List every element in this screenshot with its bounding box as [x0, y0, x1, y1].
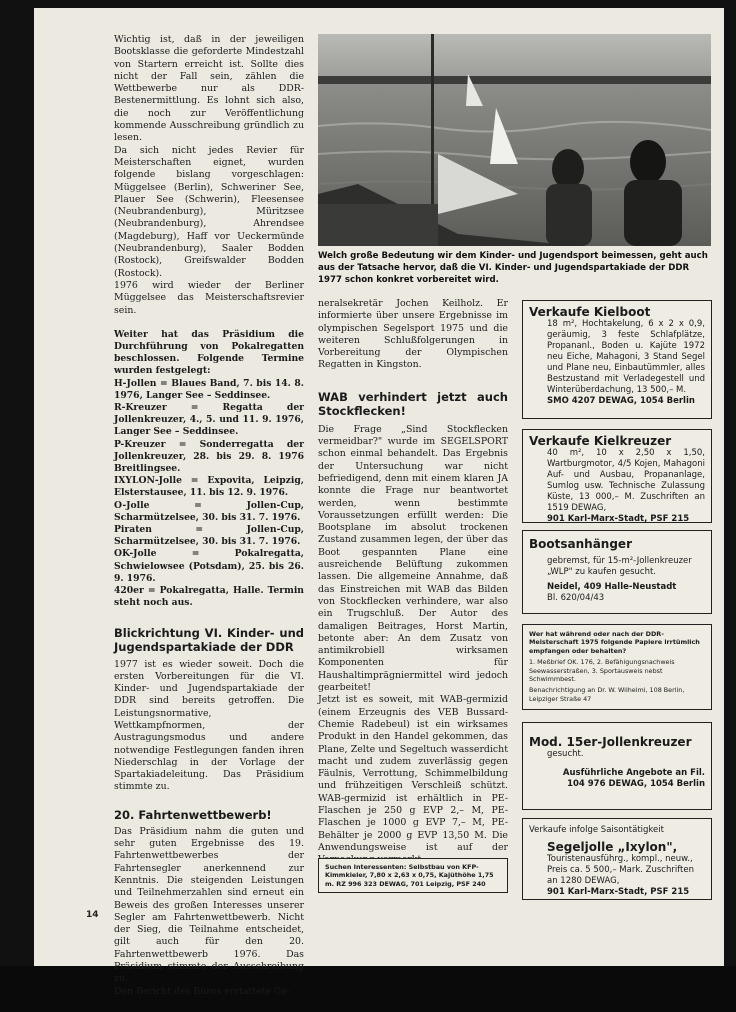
ad-kielkreuzer: [522, 429, 712, 523]
prize-item: OK-Jolle = Pokalregatta, Schwielowsee (Potsdam), 25. bis 26. 9. 1976.: [114, 548, 304, 584]
section-text-tail: Den Bericht des Büros erstattete Ge-: [114, 985, 291, 997]
prize-item: O-Jolle = Jollen-Cup, Scharmützelsee, 30. bis 31. 7. 1976.: [114, 499, 304, 523]
ad-papiere-title: Wer hat während oder nach der DDR-Meisterschaft 1975 folgende Papiere irrtümlich empfangen oder behalten?: [529, 630, 700, 655]
prize-item: R-Kreuzer = Regatta der Jollenkreuzer, 4., 5. und 11. 9. 1976, Langer See – Seddinsee.: [114, 402, 304, 438]
section-heading-spartakiade: Blickrichtung VI. Kinder- und Jugendspartakiade der DDR: [114, 625, 304, 654]
continuation-paragraph: neralsekretär Jochen Keilholz. Er informierte über unsere Ergebnisse im olympischen Segelsport 1975 und die weiteren Schlußfolgerungen in Vorbereitung der Olympischen Regatten in Kingston.: [318, 298, 508, 371]
prize-list: [114, 378, 304, 610]
ad-bootsanhaenger-extra: Bl. 620/04/43: [547, 593, 605, 603]
prize-intro: Weiter hat das Präsidium die Durchführung von Pokalregatten beschlossen. Folgende Termine wurden festgelegt:: [114, 328, 304, 377]
ad-segeljolle-body: Touristenausführg., kompl., neuw., Preis ca. 5 500,– Mark. Zuschriften an 1280 DEWAG,: [547, 854, 694, 886]
prize-item: P-Kreuzer = Sonderregatta der Jollenkreuzer, 28. bis 29. 8. 1976 Breitlingsee.: [114, 438, 304, 475]
ad-segeljolle-pretitle: Verkaufe infolge Saisontätigkeit: [529, 825, 664, 835]
ad-jollenkreuzer-extra: Ausführliche Angebote an Fil. 104 976 DEWAG, 1054 Berlin: [562, 768, 705, 789]
scan-border: [0, 966, 736, 1012]
ad-segeljolle-title: Segeljolle „Ixylon",: [547, 840, 678, 854]
photo-caption: Welch große Bedeutung wir dem Kinder- und Jugendsport beimessen, geht auch aus der Tatsache hervor, daß die VI. Kinder- und Jugendspartakiade der DDR 1977 schon konkret vorbereitet wird.: [318, 251, 708, 285]
ad-kielkreuzer-contact: 901 Karl-Marx-Stadt, PSF 215: [547, 514, 690, 524]
wab-text-2: Jetzt ist es soweit, mit WAB-germizid (einem Erzeugnis des VEB Bussard-Chemie Radebeul) ist ein wirksames Produkt in den Handel gekommen, das Plane, Zelte und Segeltuch wasserdicht macht und zudem zuverlässig gegen Fäulnis, Verrottung, Schimmelbildung und frühzeitigen Verschleiß schützt. WAB-germizid ist erhältlich in PE-Flaschen je 250 g EVP 2,– M, PE-Flaschen je 1000 g EVP 7,– M, PE-Behälter je 2000 g EVP 13,50 M. Die Anwendungsweise ist auf der: [318, 694, 508, 853]
ad-papiere-body: 1. Meßbrief OK. 176, 2. Befähigungsnachweis Seewasserstraßen, 3. Sportausweis nebst Schwimmbest.: [529, 658, 675, 684]
revier-paragraph: Da sich nicht jedes Revier für Meisterschaften eignet, wurden folgende bislang vorgeschlagen: Müggelsee (Berlin), Schweriner See, Plauer See (Schwerin), Fleesensee (Neubrandenburg), Müritzsee (Neubrandenburg), Ahrendsee (Magdeburg), Haff vor Ueckermünde (Neubrandenburg), Saaler Bodden (Rostock), Greifswalder Bodden (Rostock).: [114, 144, 304, 279]
small-ad-box: [318, 858, 508, 893]
sailing-photo: [318, 34, 711, 246]
section-text-fahrtenwettbewerb: Das Präsidium nahm die guten und sehr guten Ergebnisse des 19. Fahrtenwettbewerbes der Fahrtensegler anerkennend zur Kenntnis. Die steigenden Leistungen und Teilnehmerzahlen sind erneut ein Beweis des großen Interesses unserer Segler am Fahrtenwettbewerb. Nicht der Sieg, die Teilnahme entscheidet, gilt auch für den 20. Fahrtenwettbewerb 1976. Das Präsidium stimmte der Ausschreibung zu.: [114, 825, 304, 985]
wab-heading: WAB verhindert jetzt auch Stockflecken!: [318, 389, 508, 418]
ad-jollenkreuzer-body: gesucht.: [547, 749, 584, 759]
ad-kielboot-title: Verkaufe Kielboot: [529, 305, 651, 319]
ad-bootsanhaenger-body: gebremst, für 15-m²-Jollenkreuzer „WLP" zu kaufen gesucht.: [547, 556, 692, 577]
ad-papiere-contact: Benachrichtigung an Dr. W. Wilhelmi, 108 Berlin, Leipziger Straße 47: [529, 686, 685, 703]
sailing-photo-image: [318, 34, 711, 246]
ad-kielkreuzer-title: Verkaufe Kielkreuzer: [529, 434, 672, 448]
ad-kielkreuzer-body: 40 m², 10 x 2,50 x 1,50, Wartburgmotor, 4/5 Kojen, Mahagoni Auf- und Ausbau, Propananlage, Sumlog usw. Technische Zulassung Küste, 13 000,– M. Zuschriften an 1519 DEWAG,: [547, 448, 705, 513]
prize-item: 420er = Pokalregatta, Halle. Termin steht noch aus.: [114, 585, 304, 609]
small-ad-text: Suchen Interessenten: Selbstbau von KFP-Kimmkieler, 7,80 x 2,63 x 0,75, Kajüthöhe 1,75 m. RZ 996 323 DEWAG, 701 Leipzig, PSF 240: [325, 863, 494, 888]
ad-jollenkreuzer-title: Mod. 15er-Jollenkreuzer: [529, 735, 692, 749]
section-heading-fahrtenwettbewerb: 20. Fahrtenwettbewerb!: [114, 807, 272, 822]
ad-bootsanhaenger-title: Bootsanhänger: [529, 537, 632, 551]
prize-item: IXYLON-Jolle = Expovita, Leipzig, Elsterstausee, 11. bis 12. 9. 1976.: [114, 475, 304, 499]
intro-paragraph: Wichtig ist, daß in der jeweiligen Bootsklasse die geforderte Mindestzahl von Startern erreicht ist. Sollte dies nicht der Fall sein, zählen die Wettbewerbe nur als DDR-Bestenermittlung. Es lohnt sich also, die noch zur Veröffentlichung kommende Ausschreibung gründlich zu lesen.: [114, 34, 304, 144]
middle-column: [318, 298, 508, 866]
ad-bootsanhaenger-contact: Neidel, 409 Halle-Neustadt: [547, 582, 677, 592]
ad-kielboot: [522, 300, 712, 419]
ad-bootsanhaenger: [522, 530, 712, 614]
ad-jollenkreuzer: [522, 722, 712, 810]
section-text-spartakiade: 1977 ist es wieder soweit. Doch die ersten Vorbereitungen für die VI. Kinder- und Jugendspartakiade der DDR sind bereits getroffen. Die Leistungsnormative, Wettkampfnormen, der Austragungsmodus und andere notwendige Festlegungen fanden ihren Niederschlag in der Vorlage der Spartakiadeleitung. Das Präsidium stimmte zu.: [114, 658, 304, 793]
ad-papiere: [522, 624, 712, 710]
berlin-paragraph: 1976 wird wieder der Berliner Müggelsee das Meisterschaftsrevier sein.: [114, 279, 304, 316]
ad-segeljolle: [522, 818, 712, 900]
ad-segeljolle-contact: 901 Karl-Marx-Stadt, PSF 215: [547, 887, 690, 897]
prize-item: Piraten = Jollen-Cup, Scharmützelsee, 30. bis 31. 7. 1976.: [114, 524, 304, 548]
left-column: [114, 34, 304, 998]
prize-item: H-Jollen = Blaues Band, 7. bis 14. 8. 1976, Langer See – Seddinsee.: [114, 377, 304, 401]
page-number: 14: [86, 910, 99, 920]
ad-kielboot-contact: SMO 4207 DEWAG, 1054 Berlin: [547, 396, 695, 406]
wab-text: Die Frage „Sind Stockflecken vermeidbar?" wurde im SEGELSPORT schon einmal behandelt. Das Ergebnis der Untersuchung war nicht befriedigend, denn mit einem klaren JA konnte die Frage nur beantwortet werden, wenn bestimmte Voraussetzungen erfüllt werden: Die Bootsplane im absolut trockenen Zustand zusammen legen, der über das Boot gespannten Plane eine ausreichende Belüftung zukommen lassen. Die allgemeine Annahme, daß das Einstreichen mit WAB das Bilden von Stockflecken verhindere, war also ein Trugschluß. Der Autor des damaligen Beitrages, Horst Martin, betonte aber: An dem Zusatz von antimikrobiell wirksamen Komponenten für Haushaltimprägniermittel wird jedoch gearbeitet!: [318, 423, 508, 694]
ad-kielboot-body: 18 m², Hochtakelung, 6 x 2 x 0,9, geräumig, 3 feste Schlafplätze, Propananl., Boden u. Kajüte 1972 neu Eiche, Mahagoni, 3 Stand Segel und Plane neu, Einbautümmler, alles Bestzustand mit Verladegestell und Winterüberdachung, 13 500,– M.: [547, 319, 705, 395]
